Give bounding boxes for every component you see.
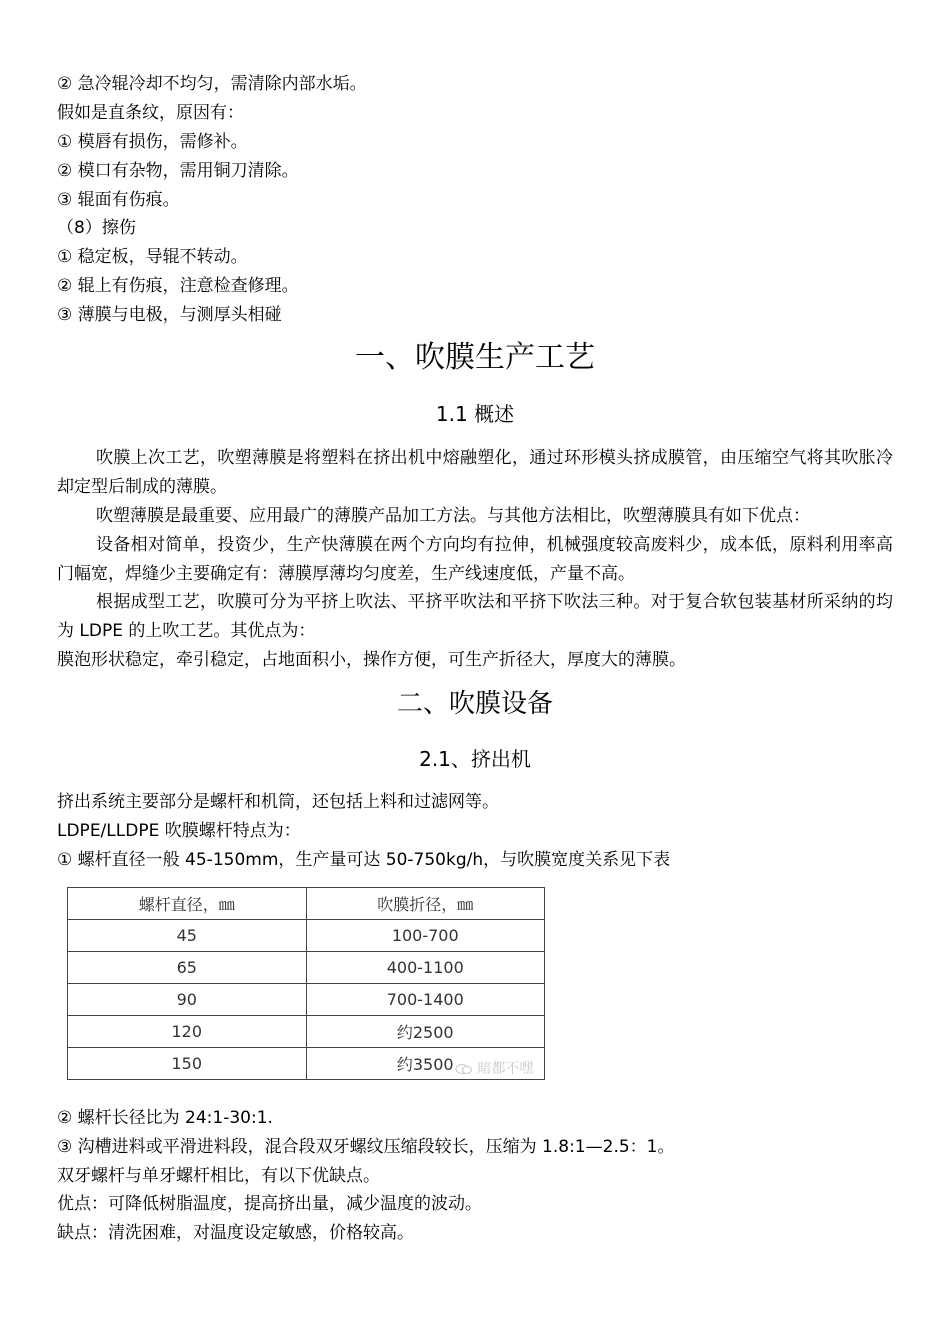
table-cell: 90 xyxy=(68,984,307,1016)
paragraph: 设备相对简单，投资少，生产快薄膜在两个方向均有拉伸，机械强度较高废料少，成本低，原料利用率高门幅宽，焊缝少主要确定有：薄膜厚薄均匀度差，生产线速度低，产量不高。 xyxy=(57,535,893,584)
body-line: 优点：可降低树脂温度，提高挤出量，减少温度的波动。 xyxy=(57,1194,482,1214)
table-cell: 45 xyxy=(68,920,307,952)
intro-line: ① 模唇有损伤，需修补。 xyxy=(57,132,248,152)
paragraph: 吹塑薄膜是最重要、应用最广的薄膜产品加工方法。与其他方法相比，吹塑薄膜具有如下优点： xyxy=(96,506,810,526)
watermark xyxy=(455,1058,533,1078)
body-line: ① 螺杆直径一般 45-150mm，生产量可达 50-750kg/h，与吹膜宽度关系见下表 xyxy=(57,850,671,870)
wechat-icon xyxy=(455,1063,473,1075)
table-row xyxy=(68,952,545,984)
body-line: ② 螺杆长径比为 24:1-30:1. xyxy=(57,1108,273,1128)
closing-line: 膜泡形状稳定，牵引稳定，占地面积小，操作方便，可生产折径大，厚度大的薄膜。 xyxy=(57,650,686,670)
section-1-subtitle: 1.1 概述 xyxy=(435,402,515,426)
table-cell: 700-1400 xyxy=(306,984,545,1016)
table-row xyxy=(68,920,545,952)
body-line: 双牙螺杆与单牙螺杆相比，有以下优缺点。 xyxy=(57,1166,380,1186)
body-line: 挤出系统主要部分是螺杆和机筒，还包括上料和过滤网等。 xyxy=(57,792,499,812)
watermark-text: 暗都不嘿 xyxy=(477,1061,534,1077)
intro-line: 假如是直条纹，原因有： xyxy=(57,103,244,123)
screw-spec-table xyxy=(67,887,545,1080)
table-cell: 65 xyxy=(68,952,307,984)
intro-line: ③ 薄膜与电极，与测厚头相碰 xyxy=(57,305,282,325)
body-line: LDPE/LLDPE 吹膜螺杆特点为： xyxy=(57,821,301,841)
table-cell: 150 xyxy=(68,1048,307,1080)
column-header-screw-diameter: 螺杆直径，㎜ xyxy=(68,888,307,920)
intro-line: ② 辊上有伤痕，注意检查修理。 xyxy=(57,276,299,296)
section-1-title: 一、吹膜生产工艺 xyxy=(355,340,595,375)
table-header-row xyxy=(68,888,545,920)
intro-line: ① 稳定板，导辊不转动。 xyxy=(57,247,248,267)
paragraph: 吹膜上次工艺，吹塑薄膜是将塑料在挤出机中熔融塑化，通过环形模头挤成膜管，由压缩空气将其吹胀冷却定型后制成的薄膜。 xyxy=(57,448,893,497)
body-line: ③ 沟槽进料或平滑进料段，混合段双牙螺纹压缩段较长，压缩为 1.8:1—2.5：1。 xyxy=(57,1137,675,1157)
paragraph: 根据成型工艺，吹膜可分为平挤上吹法、平挤平吹法和平挤下吹法三种。对于复合软包装基材所采纳的均为 LDPE 的上吹工艺。其优点为： xyxy=(57,592,893,641)
intro-line: ② 急冷辊冷却不均匀，需清除内部水垢。 xyxy=(57,74,367,94)
table-row xyxy=(68,1016,545,1048)
table-cell: 400-1100 xyxy=(306,952,545,984)
section-2-subtitle: 2.1、挤出机 xyxy=(419,747,531,771)
table-cell: 120 xyxy=(68,1016,307,1048)
table-cell: 约3500 xyxy=(306,1048,545,1080)
section-2-title: 二、吹膜设备 xyxy=(396,689,553,719)
column-header-film-width: 吹膜折径，㎜ xyxy=(306,888,545,920)
intro-line: ② 模口有杂物，需用铜刀清除。 xyxy=(57,161,299,181)
table-cell: 100-700 xyxy=(306,920,545,952)
table-row xyxy=(68,984,545,1016)
table-cell: 约2500 xyxy=(306,1016,545,1048)
intro-line: （8）擦伤 xyxy=(57,218,136,238)
intro-line: ③ 辊面有伤痕。 xyxy=(57,190,180,210)
body-line: 缺点：清洗困难，对温度设定敏感，价格较高。 xyxy=(57,1223,414,1243)
